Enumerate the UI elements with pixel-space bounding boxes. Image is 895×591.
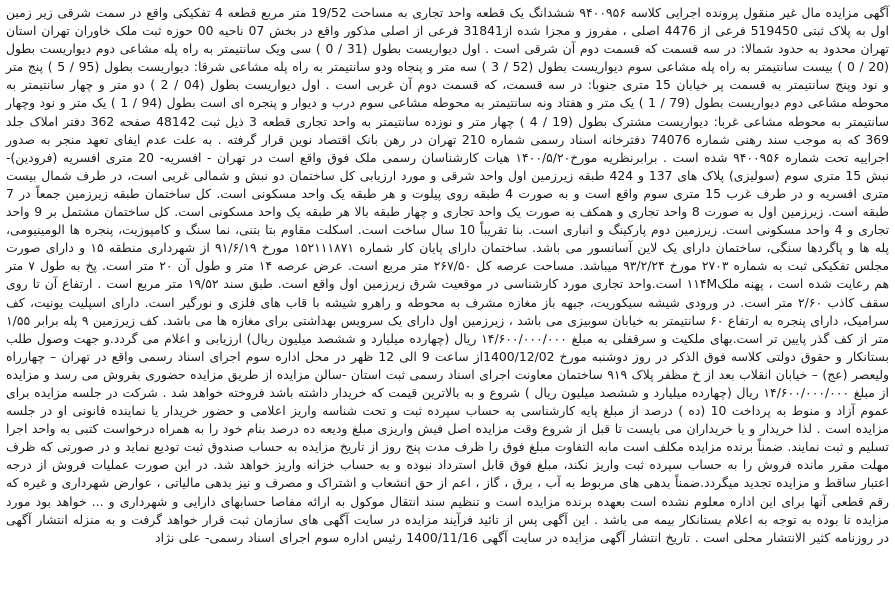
notice-body-text: آگهی مزایده مال غیر منقول پرونده اجرایی کلاسه ۹۴۰۰۹۵۶ ششدانگ یک قطعه واحد تجاری به مساحت 19/52 متر مربع قطعه 4 تفکیکی واقع در سمت شرقی زیر زمین اول به پلاک ثبتی 519450 فرعی از 4476 اصلی ، مفروز و مجزا شده از31841 فرعی از اصلی مذکور واقع در بخش 07 ناحیه 00 حوزه ثبت ملک خاوران تهران استان تهران محدود به حدود شمالا: در سه قسمت که قسمت دوم آن شرقی است . اول دیواریست بطول (31 / 0 ) سی ویک سانتیمتر به راه پله مشاعی دوم دیواریست بطول (20 / 0 ) بیست سانتیمتر به راه پله مشاعی سوم دیواریست بطول (52 / 3 ) سه متر و پنجاه ودو سانتیمتر به راه پله مشاعی شرقا: دیواریست بطول (95 / 5 ) پنج متر و نود وپنج سانتیمتر به قسمت پر خیابان 15 متری جنوبا: در سه قسمت، که قسمت دوم آن غربی است . اول دیواریست بطول (04 / 2 ) دو متر و چهار سانتیمتر به محوطه مشاعی دوم دیواریست بطول (79 / 1 ) یک متر و هفتاد ونه سانتیمتر به محوطه مشاعی سوم درب و دیوار و پنجره ای است بطول (94 / 1 ) یک متر و نود وچهار سانتیمتر به محوطه مشاعی غربا: دیواریست مشترک بطول (19 / 4 ) چهار متر و نوزده سانتیمتر به واحد تجاری قطعه 3 ذیل ثبت 48142 صفحه 362 دفتر املاک جلد 369 که به موجب سند رهنی شماره 74076 دفترخانه اسناد رسمی شماره 210 تهران در رهن بانک اقتصاد نوین قرار گرفته . به علت عدم ایفای تعهد منجر به صدور اجراییه تحت شماره ۹۴۰۰۹۵۶ شده است . برابرنظریه مورخ۱۴۰۰/۵/۲۰ هیات کارشناسان رسمی ملک فوق واقع است در تهران - افسریه- 20 متری افسریه (فرودین)- نبش 15 متری سوم (سولیزی) پلاک های 137 و 424 طبقه زیرزمین اول واحد شرقی و مورد ارزیابی کل ساختمان دو نبش و شمالی غربی است، در طرف شمال بیست متری افسریه و در طرف غرب 15 متری سوم واقع است و به صورت 4 طبقه روی پیلوت و هر طبقه یک واحد مسکونی است. کل ساختمان طبقه زیرزمین جمعاً در 7 طبقه است. زیرزمین اول به صورت 8 واحد تجاری و همکف به صورت یک واحد تجاری و چهار طبقه بالا هر طبقه یک واحد مسکونی است. کل ساختمان مشتمل بر 9 واحد تجاری و 4 واحد مسکونی است. زیرزمین دوم پارکینگ و انباری است. بنا تقریباً 10 سال ساخت است. اسکلت مقاوم بتا بتنی، نما سنگ و کامپوزیت، پنجره ها الومینیومی، پله ها و پاگردها سنگی، ساختمان دارای یک لاین آسانسور می باشد. ساختمان دارای پایان کار شماره ۱۵۲۱۱۱۸۷۱ مورخ ۹۱/۶/۱۹ از شهرداری منطقه ۱۵ و دارای صورت مجلس تفکیکی ثبت به شماره ۲۷۰۳ مورخ ۹۳/۲/۲۴ میباشد. مساحت عرصه کل ۲۶۷/۵۰ متر مربع است. عرض عرصه ۱۴ متر و طول آن ۲۰ متر است. پخ به طول ۷ متر هم رعایت شده است ، پهنه ملک۱۱۴M است.واحد تجاری مورد کارشناسی در موقعیت شرق زیرزمین اول واقع است. طبق سند ۱۹/۵۲ متر مربع است . ارتفاع آن تا روی سقف کاذب ۲/۶۰ متر است. در ورودی شیشه سیکوریت، جبهه باز مغازه مشرف به محوطه و راهرو شیشه با قاب های فلزی و نورگیر است. دارای اسپلیت یونیت، کف سرامیک، دارای پنجره به ارتفاع ۶۰ سانتیمتر به خیابان سوبیزی می باشد ، زیرزمین اول دارای یک سرویس بهداشتی برای مغازه ها می باشد. کف زیرزمین ۹ پله برابر ۱/۵۵ متر از کف گذر پایین تر است.بهای ملکیت و سرقفلی به مبلغ ۱۴/۶۰۰/۰۰۰/۰۰۰ ریال (چهارده میلیارد و ششصد میلیون ریال) ارزیابی و اعلام می گردد.و جهت وصول طلب بستانکار و حقوق دولتی کلاسه فوق الذکر در روز دوشنبه مورخ 1400/12/02از ساعت 9 الی 12 ظهر در محل اداره سوم اجرای اسناد رسمی واقع در تهران – چهارراه ولیعصر (عج) – خیابان انقلاب بعد از خ مظفر پلاک ۹۱۹ ساختمان معاونت اجرای اسناد رسمی ثبت استان -سالن مزایده از طریق مزایده حضوری بفروش می رسد و مزایده از مبلغ ۱۴/۶۰۰/۰۰۰/۰۰۰ ریال (چهارده میلیارد و ششصد میلیون ریال ) شروع و به بالاترین قیمت که خریدار داشته باشد فروخته خواهد شد . شرکت در جلسه مزایده برای عموم آزاد و منوط به پرداخت 10 (ده ) درصد از مبلغ پایه کارشناسی به حساب سپرده ثبت و تحت شناسه واریز اعلامی و حضور خریدار یا نماینده قانونی او در جلسه مزایده است . لذا خریدار و یا خریداران می بایست تا قبل از شروع وقت مزایده اصل فیش واریزی مبلغ ودیعه ده درصد بنام خود را به همراه درخواست کتبی به واحد اجرا تسلیم و ثبت نمایند. ضمناً برنده مزایده مکلف است مابه التفاوت مبلغ فوق را ظرف مدت پنج روز از تاریخ مزایده به حساب صندوق ثبت تودیع نماید و در صورتی که ظرف مهلت مقرر مانده فروش را به حساب سپرده ثبت واریز نکند، مبلغ فوق قابل استرداد نبوده و به حساب خزانه واریز خواهد شد. در این صورت عملیات فروش از درجه اعتبار ساقط و مزایده تجدید میگردد.ضمناً بدهی های مربوط به آب ، برق ، گاز ، اعم از حق انشعاب و اشتراک و مصرف و نیز بدهی مالیاتی ، عوارض شهرداری و غیره که رقم قطعی آنها برای این اداره معلوم نشده است بعهده برنده مزایده است و تنظیم سند انتقال موکول به ارائه مفاصا حسابهای دارایی و شهرداری و ... خواهد بود مورد مزایده تا بوده به توجه به اعلام بستانکار بیمه می باشد . این آگهی پس از تائید فرآیند مزایده در سایت آگهی های سازمان ثبت قرار خواهد گرفت و به منزله انتشار آگهی در روزنامه کثیر الانتشار محلی است . تاریخ انتشار آگهی مزایده در سایت آگهی 1400/11/16 رئیس اداره سوم اجرای اسناد رسمی- علی نژاد (6, 5, 890, 545)
